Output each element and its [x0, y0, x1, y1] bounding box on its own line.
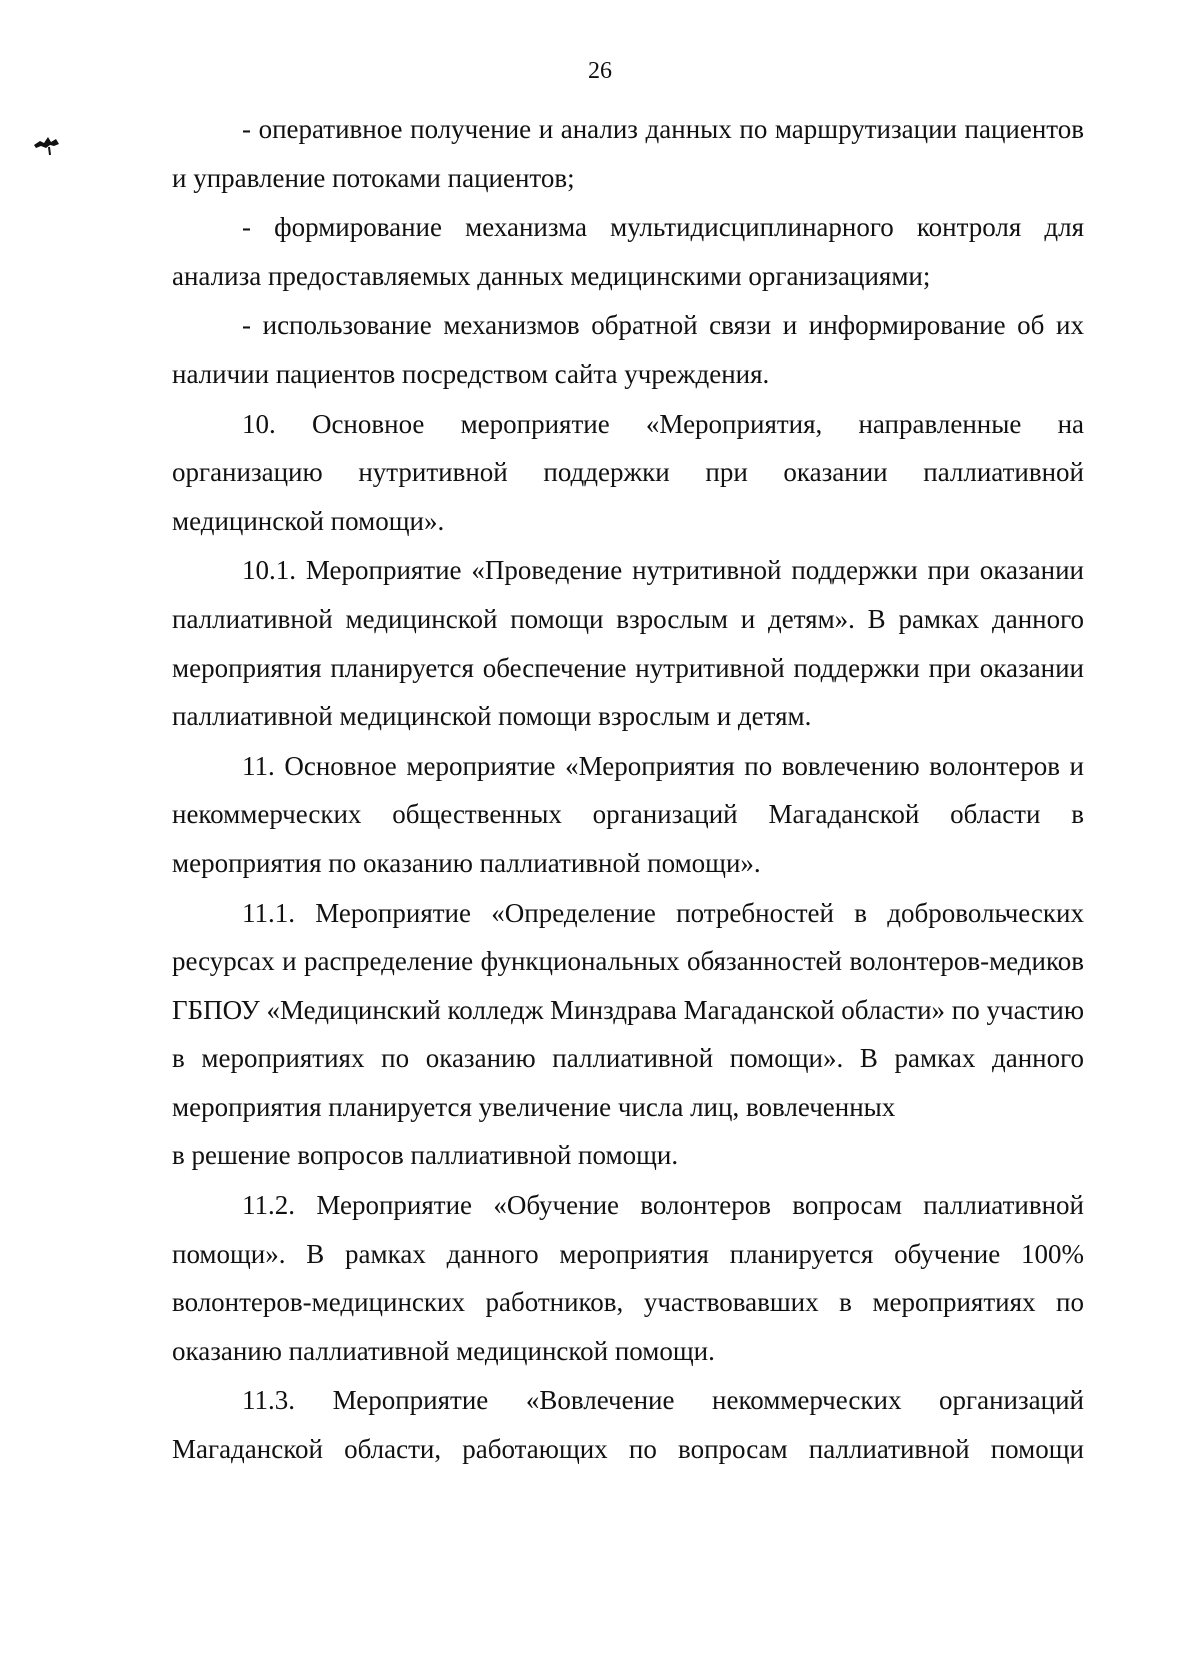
paragraph: - формирование механизма мультидисциплинарного контроля для анализа предоставляемых данных медицинскими организациями; [172, 212, 1084, 291]
paragraph: - оперативное получение и анализ данных по маршрутизации пациентов и управление потоками пациентов; [172, 114, 1084, 193]
paragraph: 11.1. Мероприятие «Определение потребностей в добровольческих ресурсах и распределение функциональных обязанностей волонтеров-медиков ГБПОУ «Медицинский колледж Минздрава Магаданской области» по участию в мероприятиях по оказанию паллиативной помощи». В рамках данного мероприятия планируется увеличение числа лиц, вовлеченных [172, 897, 1084, 1122]
document-body [172, 105, 1084, 1475]
paragraph: 11.3. Мероприятие «Вовлечение некоммерческих организаций Магаданской области, работающих по вопросам паллиативной помощи [172, 1385, 1084, 1465]
page-number: 26 [588, 58, 612, 84]
paragraph: 10.1. Мероприятие «Проведение нутритивной поддержки при оказании паллиативной медицинской помощи взрослым и детям». В рамках данного мероприятия планируется обеспечение нутритивной поддержки при оказании паллиативной медицинской помощи взрослым и детям. [172, 555, 1084, 732]
paragraph: 10. Основное мероприятие «Мероприятия, направленные на организацию нутритивной поддержки при оказании паллиативной медицинской помощи». [172, 408, 1084, 536]
paragraph: - использование механизмов обратной связи и информирование об их наличии пациентов посредством сайта учреждения. [172, 310, 1084, 389]
paragraph: в решение вопросов паллиативной помощи. [172, 1140, 679, 1171]
paragraph: 11.2. Мероприятие «Обучение волонтеров вопросам паллиативной помощи». В рамках данного мероприятия планируется обучение 100% волонтеров-медицинских работников, участвовавших в мероприятиях по оказанию паллиативной медицинской помощи. [172, 1190, 1084, 1366]
scan-mark-artifact-icon [32, 133, 62, 159]
paragraph: 11. Основное мероприятие «Мероприятия по вовлечению волонтеров и некоммерческих общественных организаций Магаданской области в мероприятия по оказанию паллиативной помощи». [172, 750, 1084, 878]
